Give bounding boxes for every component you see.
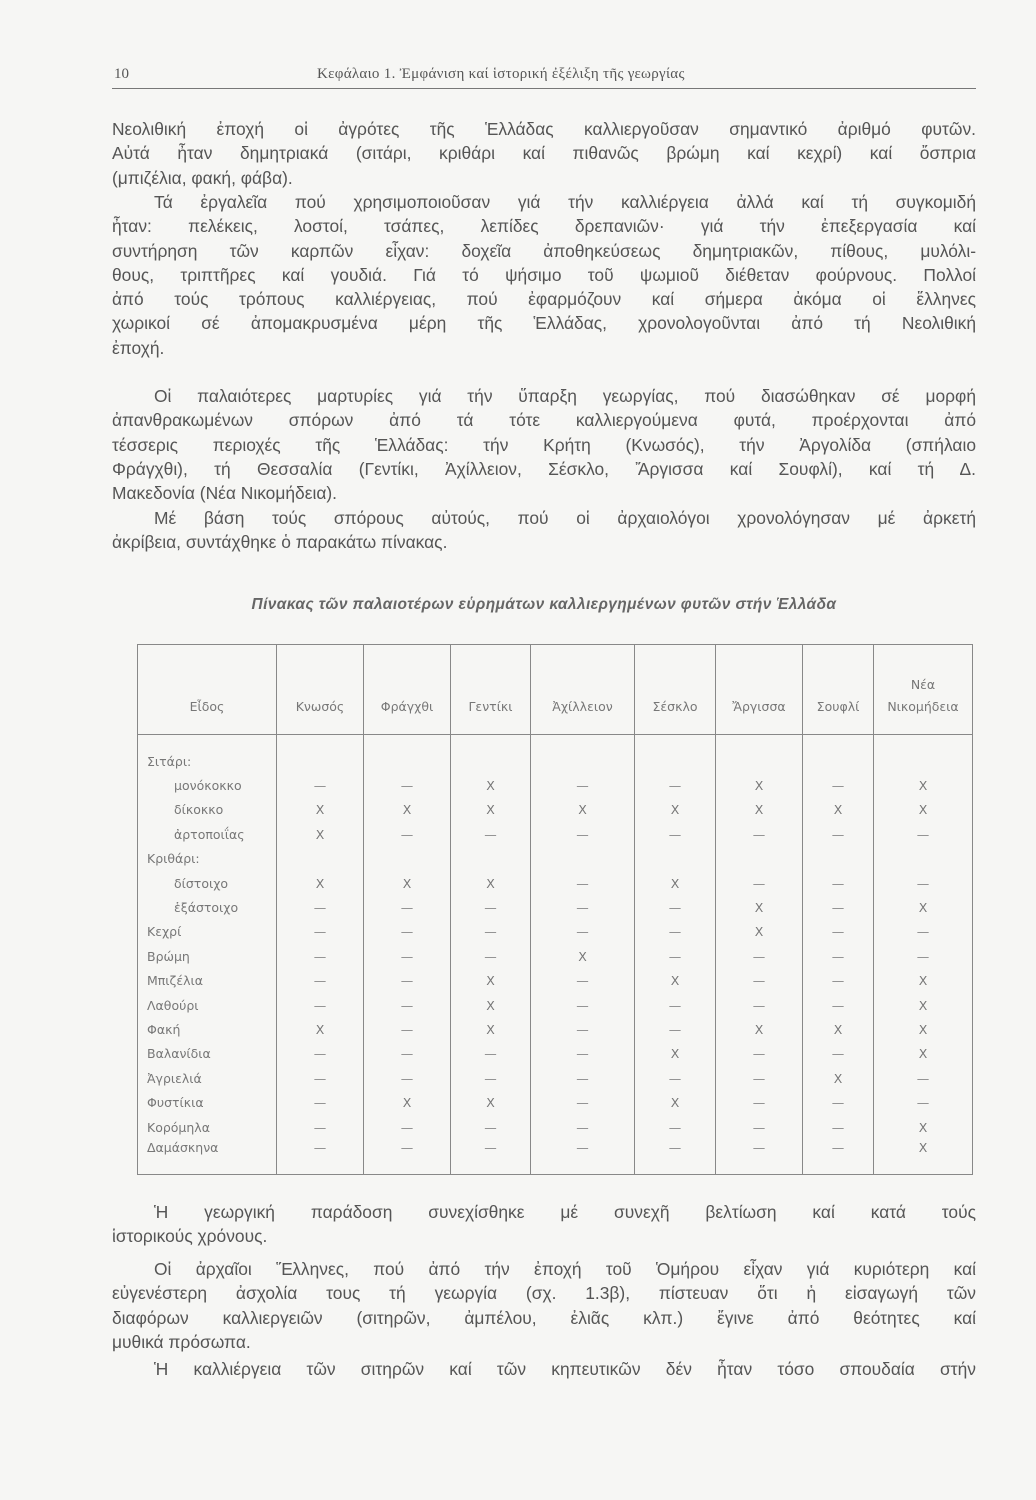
absence-mark: —: [803, 920, 874, 944]
empty-cell: [364, 847, 451, 871]
table-row: [138, 944, 973, 968]
absence-mark: —: [803, 944, 874, 968]
column-header-line: [531, 674, 634, 696]
presence-mark: X: [635, 969, 716, 993]
text-line: μυθικά πρόσωπα.: [112, 1331, 251, 1352]
text-line: ἐποχή.: [112, 337, 165, 358]
species-name: Σιτάρι:: [138, 735, 277, 774]
column-header-site: [451, 645, 531, 735]
absence-mark: —: [531, 969, 635, 993]
presence-mark: X: [803, 1017, 874, 1041]
species-name: δίκοκκο: [138, 798, 277, 822]
presence-mark: X: [635, 1090, 716, 1114]
absence-mark: —: [531, 1090, 635, 1114]
empty-cell: [874, 847, 973, 871]
column-header-site: [277, 645, 364, 735]
absence-mark: —: [364, 1042, 451, 1066]
presence-mark: X: [451, 1017, 531, 1041]
presence-mark: X: [874, 773, 973, 797]
table-row: [138, 1066, 973, 1090]
absence-mark: —: [277, 1115, 364, 1139]
column-header-site: [635, 645, 716, 735]
absence-mark: —: [716, 944, 803, 968]
absence-mark: —: [531, 895, 635, 919]
column-header-site: [716, 645, 803, 735]
column-header-line: [803, 674, 873, 696]
absence-mark: —: [277, 895, 364, 919]
species-name: Βαλανίδια: [138, 1042, 277, 1066]
species-name: Λαθούρι: [138, 993, 277, 1017]
absence-mark: —: [364, 1017, 451, 1041]
column-header-line: Ἄργισσα: [732, 699, 786, 714]
column-header-line: Σέσκλο: [652, 699, 698, 714]
presence-mark: X: [531, 798, 635, 822]
presence-mark: X: [277, 798, 364, 822]
text-line: θους, τριπτῆρες καί γουδιά. Γιά τό ψήσιμο τοῦ ψωμιοῦ διέθεταν φούρνους. Πολλοί: [112, 264, 976, 285]
absence-mark: —: [716, 993, 803, 1017]
empty-cell: [451, 735, 531, 774]
presence-mark: X: [364, 871, 451, 895]
column-header-line: Ἀχίλλειον: [552, 699, 613, 714]
presence-mark: X: [716, 773, 803, 797]
presence-mark: X: [716, 1017, 803, 1041]
column-header-line: [277, 674, 363, 696]
absence-mark: —: [531, 1017, 635, 1041]
absence-mark: —: [451, 1042, 531, 1066]
species-name: Φυστίκια: [138, 1090, 277, 1114]
column-header-line: [451, 674, 530, 696]
presence-mark: X: [531, 944, 635, 968]
empty-cell: [803, 847, 874, 871]
absence-mark: —: [635, 1066, 716, 1090]
absence-mark: —: [531, 1066, 635, 1090]
absence-mark: —: [635, 1115, 716, 1139]
presence-mark: X: [874, 1139, 973, 1175]
absence-mark: —: [451, 920, 531, 944]
absence-mark: —: [364, 969, 451, 993]
absence-mark: —: [803, 1042, 874, 1066]
table-row: [138, 993, 973, 1017]
text-line: χωρικοί σέ ἀπομακρυσμένα μέρη τῆς Ἑλλάδας, χρονολογοῦνται ἀπό τή Νεολιθική: [112, 313, 976, 334]
paragraph-tradition: [112, 1200, 976, 1249]
absence-mark: —: [716, 871, 803, 895]
species-name: Δαμάσκηνα: [138, 1139, 277, 1175]
column-header-site: [364, 645, 451, 735]
absence-mark: —: [874, 1090, 973, 1114]
empty-cell: [364, 735, 451, 774]
crop-finds-table: [137, 644, 973, 1175]
absence-mark: —: [716, 1042, 803, 1066]
absence-mark: —: [364, 773, 451, 797]
species-name: Κορόμηλα: [138, 1115, 277, 1139]
table-row: [138, 969, 973, 993]
absence-mark: —: [874, 920, 973, 944]
paragraph-earliest-evidence: [112, 384, 976, 505]
species-name: Φακή: [138, 1017, 277, 1041]
absence-mark: —: [803, 871, 874, 895]
absence-mark: —: [364, 944, 451, 968]
absence-mark: —: [531, 993, 635, 1017]
species-name: Βρώμη: [138, 944, 277, 968]
absence-mark: —: [635, 944, 716, 968]
column-header-line: Φράγχθι: [380, 699, 434, 714]
absence-mark: —: [803, 969, 874, 993]
absence-mark: —: [364, 1066, 451, 1090]
text-line: Τά ἐργαλεῖα πού χρησιμοποιοῦσαν γιά τήν καλλιέργεια ἀλλά καί τή συγκομιδή: [154, 192, 976, 212]
paragraph-cultivation: [112, 1357, 976, 1381]
text-line: Νεολιθική ἐποχή οἱ ἀγρότες τῆς Ἑλλάδας καλλιεργοῦσαν σημαντικό ἀριθμό φυτῶν.: [112, 119, 976, 139]
presence-mark: X: [716, 798, 803, 822]
presence-mark: X: [451, 871, 531, 895]
absence-mark: —: [531, 871, 635, 895]
absence-mark: —: [716, 969, 803, 993]
absence-mark: —: [364, 822, 451, 846]
empty-cell: [635, 847, 716, 871]
absence-mark: —: [451, 1066, 531, 1090]
column-header-line: [635, 674, 715, 696]
species-name: μονόκοκκο: [138, 773, 277, 797]
presence-mark: X: [803, 798, 874, 822]
text-line: Ἡ καλλιέργεια τῶν σιτηρῶν καί τῶν κηπευτικῶν δέν ἦταν τόσο σπουδαία στήν: [154, 1359, 976, 1379]
absence-mark: —: [364, 1115, 451, 1139]
absence-mark: —: [531, 1115, 635, 1139]
text-line: διαφόρων καλλιεργειῶν (σιτηρῶν, ἀμπέλου, ἐλιᾶς κλπ.) ἔγινε ἀπό θεότητες καί: [112, 1307, 976, 1328]
presence-mark: X: [364, 798, 451, 822]
presence-mark: X: [277, 1017, 364, 1041]
column-header-species: [138, 645, 277, 735]
empty-cell: [451, 847, 531, 871]
text-line: Οἱ παλαιότερες μαρτυρίες γιά τήν ὕπαρξη γεωργίας, πού διασώθηκαν σέ μορφή: [154, 386, 976, 406]
absence-mark: —: [716, 1115, 803, 1139]
absence-mark: —: [364, 993, 451, 1017]
absence-mark: —: [364, 1139, 451, 1175]
species-name: Ἀγριελιά: [138, 1066, 277, 1090]
presence-mark: X: [874, 1115, 973, 1139]
absence-mark: —: [531, 1042, 635, 1066]
presence-mark: X: [716, 920, 803, 944]
absence-mark: —: [277, 969, 364, 993]
page-number: 10: [114, 66, 129, 82]
absence-mark: —: [803, 773, 874, 797]
absence-mark: —: [364, 920, 451, 944]
empty-cell: [635, 735, 716, 774]
absence-mark: —: [531, 822, 635, 846]
species-name: Κεχρί: [138, 920, 277, 944]
running-head: [112, 62, 976, 89]
table-caption: Πίνακας τῶν παλαιοτέρων εὑρημάτων καλλιεργημένων φυτῶν στήν Ἑλλάδα: [251, 596, 837, 613]
presence-mark: X: [451, 969, 531, 993]
species-name: Μπιζέλια: [138, 969, 277, 993]
presence-mark: X: [451, 1090, 531, 1114]
text-line: Μακεδονία (Νέα Νικομήδεια).: [112, 483, 338, 504]
absence-mark: —: [531, 773, 635, 797]
empty-cell: [531, 847, 635, 871]
absence-mark: —: [635, 822, 716, 846]
species-name: δίστοιχο: [138, 871, 277, 895]
table-row: [138, 1115, 973, 1139]
empty-cell: [277, 735, 364, 774]
table-row: [138, 1090, 973, 1114]
absence-mark: —: [635, 895, 716, 919]
presence-mark: X: [635, 871, 716, 895]
column-header-site: [531, 645, 635, 735]
species-name: ἑξάστοιχο: [138, 895, 277, 919]
absence-mark: —: [277, 1090, 364, 1114]
column-header-site: [803, 645, 874, 735]
column-header-line: [138, 674, 276, 696]
empty-cell: [803, 735, 874, 774]
absence-mark: —: [874, 822, 973, 846]
column-header-site: [874, 645, 973, 735]
absence-mark: —: [635, 993, 716, 1017]
presence-mark: X: [874, 1042, 973, 1066]
absence-mark: —: [364, 895, 451, 919]
paragraph-table-intro: [112, 506, 976, 555]
column-header-line: Σουφλί: [816, 699, 860, 714]
text-line: Μέ βάση τούς σπόρους αὐτούς, πού οἱ ἀρχαιολόγοι χρονολόγησαν μέ ἀρκετή: [154, 508, 976, 528]
absence-mark: —: [635, 1017, 716, 1041]
empty-cell: [277, 847, 364, 871]
absence-mark: —: [803, 1139, 874, 1175]
absence-mark: —: [874, 944, 973, 968]
column-header-line: Κνωσός: [295, 699, 345, 714]
absence-mark: —: [451, 822, 531, 846]
column-header-line: Εἶδος: [189, 699, 225, 714]
absence-mark: —: [716, 1090, 803, 1114]
presence-mark: X: [277, 822, 364, 846]
table-row: [138, 773, 973, 797]
column-header-line: Νέα: [910, 677, 936, 692]
absence-mark: —: [716, 1139, 803, 1175]
table-group-row: [138, 847, 973, 871]
column-header-line: [716, 674, 802, 696]
presence-mark: X: [635, 1042, 716, 1066]
presence-mark: X: [874, 993, 973, 1017]
column-header-line: Γεντίκι: [468, 699, 513, 714]
absence-mark: —: [803, 1090, 874, 1114]
presence-mark: X: [451, 798, 531, 822]
text-line: εὐγενέστερη ἀσχολία τους τή γεωργία (σχ. 1.3β), πίστευαν ὅτι ἡ εἰσαγωγή τῶν: [112, 1283, 976, 1304]
presence-mark: X: [451, 993, 531, 1017]
absence-mark: —: [277, 773, 364, 797]
presence-mark: X: [874, 1017, 973, 1041]
table-row: [138, 1042, 973, 1066]
text-line: Ἡ γεωργική παράδοση συνεχίσθηκε μέ συνεχῆ βελτίωση καί κατά τούς: [154, 1202, 976, 1222]
column-header-line: [364, 674, 450, 696]
absence-mark: —: [277, 944, 364, 968]
absence-mark: —: [635, 773, 716, 797]
presence-mark: X: [874, 969, 973, 993]
table-row: [138, 798, 973, 822]
table-row: [138, 1017, 973, 1041]
empty-cell: [716, 847, 803, 871]
absence-mark: —: [531, 920, 635, 944]
absence-mark: —: [277, 1042, 364, 1066]
absence-mark: —: [277, 993, 364, 1017]
absence-mark: —: [531, 1139, 635, 1175]
presence-mark: X: [635, 798, 716, 822]
absence-mark: —: [874, 1066, 973, 1090]
presence-mark: X: [874, 895, 973, 919]
absence-mark: —: [716, 1066, 803, 1090]
absence-mark: —: [451, 895, 531, 919]
absence-mark: —: [716, 822, 803, 846]
absence-mark: —: [451, 1139, 531, 1175]
absence-mark: —: [451, 1115, 531, 1139]
column-header-line: Νικομήδεια: [887, 699, 959, 714]
table-group-row: [138, 735, 973, 774]
table-row: [138, 1139, 973, 1175]
absence-mark: —: [277, 1066, 364, 1090]
absence-mark: —: [803, 822, 874, 846]
text-line: (μπιζέλια, φακή, φάβα).: [112, 167, 293, 188]
table-row: [138, 822, 973, 846]
presence-mark: X: [364, 1090, 451, 1114]
text-line: ἀπό τούς τρόπους καλλιέργειας, πού ἐφαρμόζουν καί σήμερα ἀκόμα οἱ ἕλληνες: [112, 289, 976, 310]
table-row: [138, 895, 973, 919]
paragraph-ancient-greeks: [112, 1257, 976, 1354]
empty-cell: [874, 735, 973, 774]
paragraph-tools: [112, 190, 976, 360]
text-line: ἀκρίβεια, συντάχθηκε ὁ παρακάτω πίνακας.: [112, 532, 448, 553]
absence-mark: —: [277, 1139, 364, 1175]
text-line: ἀπανθρακωμένων σπόρων ἀπό τά τότε καλλιεργούμενα φυτά, προέρχονται ἀπό: [112, 410, 976, 431]
table-row: [138, 920, 973, 944]
presence-mark: X: [277, 871, 364, 895]
empty-cell: [716, 735, 803, 774]
presence-mark: X: [874, 798, 973, 822]
table-header-row: [138, 645, 973, 735]
absence-mark: —: [803, 1115, 874, 1139]
text-line: Φράγχθι), τή Θεσσαλία (Γεντίκι, Ἀχίλλειον, Σέσκλο, Ἄργισσα καί Σουφλί), καί τή Δ.: [112, 458, 976, 479]
text-line: συντήρηση τῶν καρπῶν εἶχαν: δοχεῖα ἀποθηκεύσεως δημητριακῶν, πίθους, μυλόλι-: [112, 240, 976, 261]
empty-cell: [531, 735, 635, 774]
absence-mark: —: [803, 993, 874, 1017]
species-name: ἀρτοποιΐας: [138, 822, 277, 846]
table-row: [138, 871, 973, 895]
absence-mark: —: [635, 1139, 716, 1175]
absence-mark: —: [635, 920, 716, 944]
absence-mark: —: [874, 871, 973, 895]
text-line: Οἱ ἀρχαῖοι Ἕλληνες, πού ἀπό τήν ἐποχή τοῦ Ὁμήρου εἶχαν γιά κυριότερη καί: [154, 1259, 976, 1279]
absence-mark: —: [451, 944, 531, 968]
absence-mark: —: [803, 895, 874, 919]
presence-mark: X: [451, 773, 531, 797]
presence-mark: X: [803, 1066, 874, 1090]
chapter-title: Κεφάλαιο 1. Ἐμφάνιση καί ἱστορική ἐξέλιξη τῆς γεωργίας: [317, 66, 685, 82]
text-line: τέσσερις περιοχές τῆς Ἑλλάδας: τήν Κρήτη (Κνωσός), τήν Ἀργολίδα (σπήλαιο: [112, 434, 976, 455]
text-line: ἱστορικούς χρόνους.: [112, 1226, 268, 1247]
text-line: ἦταν: πελέκεις, λοστοί, τσάπες, λεπίδες δρεπανιῶν· γιά τήν ἐπεξεργασία καί: [112, 216, 976, 237]
paragraph-neolithic-crops: [112, 117, 976, 190]
absence-mark: —: [277, 920, 364, 944]
presence-mark: X: [716, 895, 803, 919]
species-name: Κριθάρι:: [138, 847, 277, 871]
text-line: Αὐτά ἦταν δημητριακά (σιτάρι, κριθάρι καί πιθανῶς βρώμη καί κεχρί) καί ὄσπρια: [112, 143, 976, 164]
